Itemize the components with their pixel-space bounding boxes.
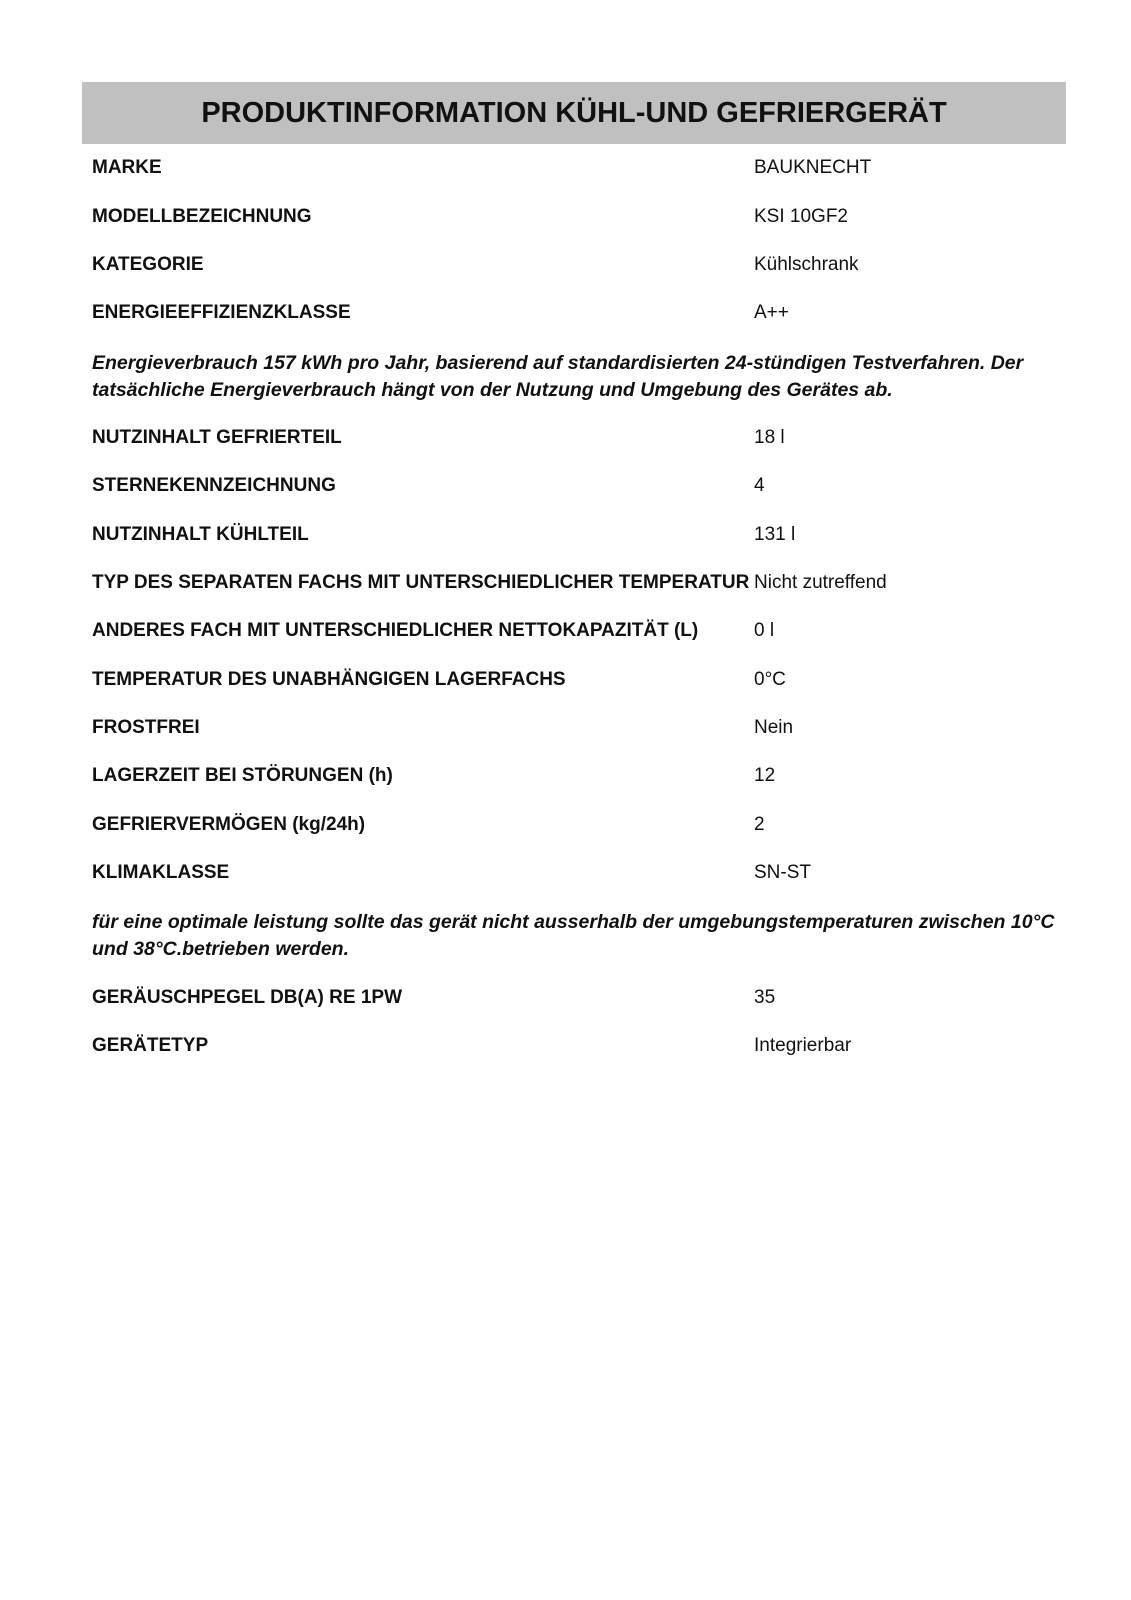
spec-label: FROSTFREI [92,717,200,739]
spec-value: 12 [754,765,776,787]
spec-label: ENERGIEEFFIZIENZKLASSE [92,302,351,324]
spec-value: A++ [754,302,789,324]
spec-row-geraeuschpegel [92,973,1056,1021]
spec-value: 131 l [754,523,796,545]
spec-row-gefriervermoegen [92,801,1056,849]
spec-label: GERÄUSCHPEGEL DB(A) RE 1PW [92,986,403,1008]
spec-value: Kühlschrank [754,253,859,275]
spec-row-modellbezeichnung [92,192,1056,240]
spec-value: Integrierbar [754,1035,852,1057]
spec-row-energieeffizienzklasse [92,289,1056,337]
spec-row-anderes-fach [92,607,1056,655]
spec-value: KSI 10GF2 [754,205,848,227]
spec-row-frostfrei [92,704,1056,752]
spec-row-lagerzeit [92,752,1056,800]
spec-value: BAUKNECHT [754,157,872,179]
spec-value: SN-ST [754,862,811,884]
spec-label: NUTZINHALT GEFRIERTEIL [92,426,342,448]
spec-row-marke [92,144,1056,192]
spec-label: TYP DES SEPARATEN FACHS MIT UNTERSCHIEDLICHER TEMPERATUR [92,571,750,593]
spec-row-temperatur-lagerfach [92,656,1056,704]
spec-label: LAGERZEIT BEI STÖRUNGEN (h) [92,765,393,787]
spec-value: 4 [754,475,765,497]
spec-row-kategorie [92,241,1056,289]
spec-label: GERÄTETYP [92,1035,209,1057]
energy-consumption-note: Energieverbrauch 157 kWh pro Jahr, basierend auf standardisierten 24-stündigen Testverfahren. Der tatsächliche Energieverbrauch hängt von der Nutzung und Umgebung des Gerätes ab. [92,351,1024,401]
spec-row-nutzinhalt-kuehlteil [92,510,1056,558]
climate-class-note: für eine optimale leistung sollte das gerät nicht ausserhalb der umgebungstemperaturen zwischen 10°C und 38°C.betrieben werden. [92,911,1055,961]
spec-label: MARKE [92,157,162,179]
spec-row-geraetetyp [92,1022,1056,1070]
spec-label: MODELLBEZEICHNUNG [92,205,312,227]
spec-label: NUTZINHALT KÜHLTEIL [92,523,309,545]
spec-value: Nein [754,717,794,739]
spec-row-nutzinhalt-gefrierteil [92,414,1056,462]
spec-label: ANDERES FACH MIT UNTERSCHIEDLICHER NETTOKAPAZITÄT (L) [92,620,699,642]
page-title: PRODUKTINFORMATION KÜHL-UND GEFRIERGERÄT [201,96,947,129]
spec-label: KLIMAKLASSE [92,862,230,884]
spec-value: 18 l [754,426,785,448]
spec-value: 35 [754,986,776,1008]
spec-list [82,144,1066,1070]
spec-value: 0 l [754,620,775,642]
spec-label: STERNEKENNZEICHNUNG [92,475,336,497]
spec-label: KATEGORIE [92,253,204,275]
spec-value: 2 [754,813,765,835]
spec-value: Nicht zutreffend [754,571,887,593]
title-bar [82,82,1066,144]
spec-label: TEMPERATUR DES UNABHÄNGIGEN LAGERFACHS [92,668,566,690]
product-info-sheet [82,82,1066,1070]
spec-row-sternekennzeichnung [92,462,1056,510]
spec-row-klimaklasse [92,849,1056,897]
spec-value: 0°C [754,668,786,690]
spec-row-typ-separates-fach [92,559,1056,607]
spec-label: GEFRIERVERMÖGEN (kg/24h) [92,813,366,835]
